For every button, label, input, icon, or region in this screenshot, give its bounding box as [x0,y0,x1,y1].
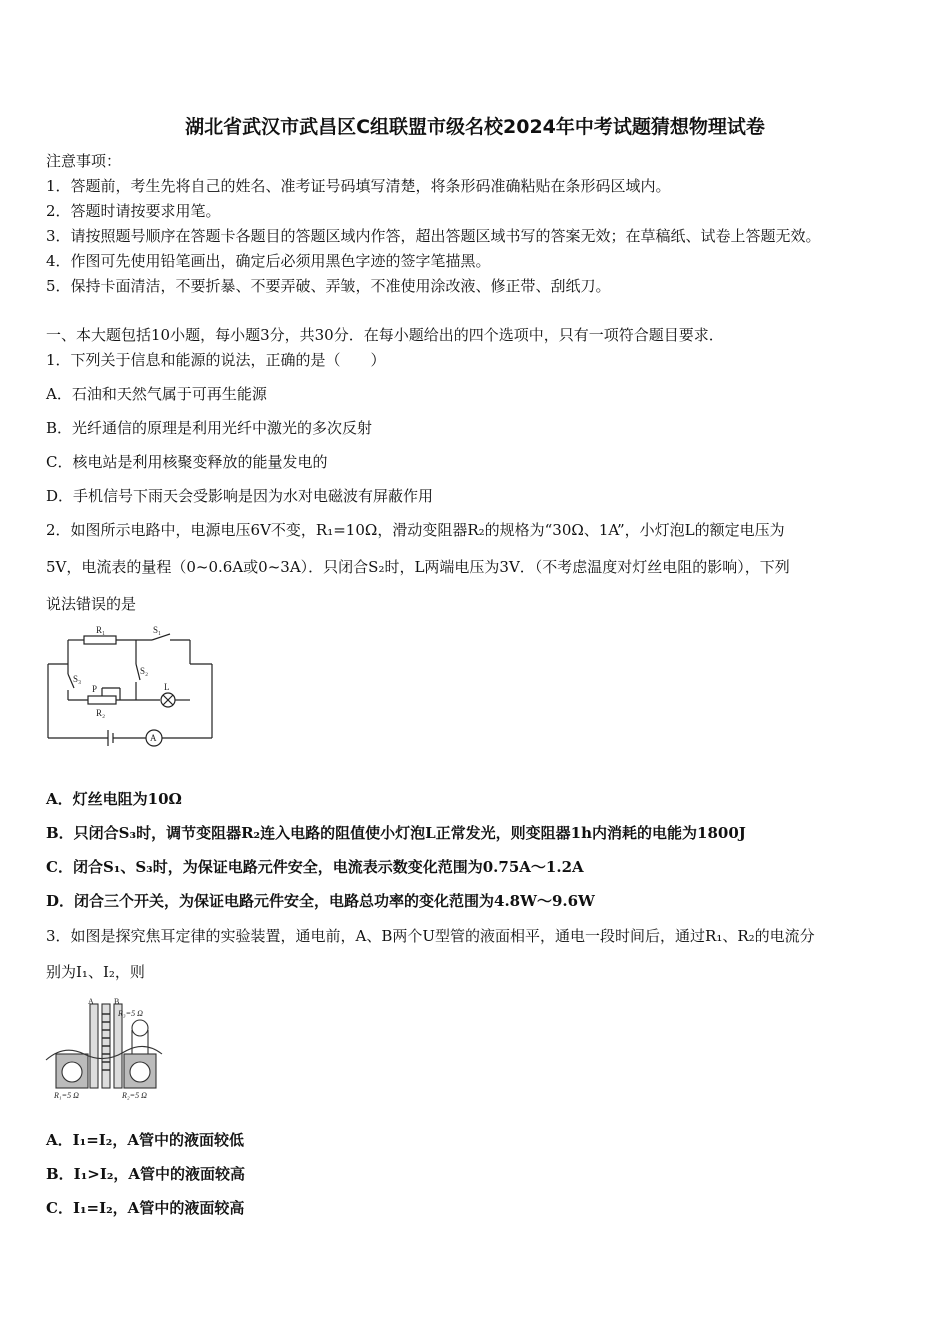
label-tube-b: B [114,997,120,1006]
q2-stem-line-2: 5V，电流表的量程（0~0.6A或0~3A）．只闭合S₂时，L两端电压为3V．（不考虑温度对灯丝电阻的影响），下列 [46,558,790,576]
label-r2: R₂=5 Ω [122,1091,147,1100]
resistor-r1 [84,636,116,644]
label-r2: R₂ [96,708,106,718]
q1-option-a: A．石油和天然气属于可再生能源 [46,385,267,403]
q2-option-a: A．灯丝电阻为10Ω [46,790,182,808]
notice-item-1: 1．答题前，考生先将自己的姓名、准考证号码填写清楚，将条形码准确粘贴在条形码区域内。 [46,177,671,195]
q2-stem-line-1: 2．如图所示电路中，电源电压6V不变，R₁=10Ω，滑动变阻器R₂的规格为“30Ω、1A”，小灯泡L的额定电压为 [46,521,785,539]
q3-option-b: B．I₁>I₂，A管中的液面较高 [46,1165,246,1183]
q2-option-b: B．只闭合S₃时，调节变阻器R₂连入电路的阻值使小灯泡L正常发光，则变阻器1h内消耗的电能为1800J [46,824,746,842]
u-tube-a [90,1004,98,1088]
q2-circuit-diagram [40,620,220,750]
section-1-heading: 一、本大题包括10小题，每小题3分，共30分．在每小题给出的四个选项中，只有一项符合题目要求． [46,326,724,344]
label-ammeter: A [150,733,157,743]
q2-option-d: D．闭合三个开关，为保证电路元件安全，电路总功率的变化范围为4.8W～9.6W [46,892,595,910]
label-l: L [164,682,170,692]
q3-stem-line-2: 别为I₁、I₂，则 [46,963,145,981]
q1-stem: 1．下列关于信息和能源的说法，正确的是（ ） [46,351,386,369]
q3-joule-apparatus-diagram [44,996,166,1106]
notice-item-3: 3．请按照题号顺序在答题卡各题目的答题区域内作答，超出答题区域书写的答案无效；在草稿纸、试卷上答题无效。 [46,227,821,245]
notice-item-2: 2．答题时请按要求用笔。 [46,202,221,220]
q1-option-d: D．手机信号下雨天会受影响是因为水对电磁波有屏蔽作用 [46,487,434,505]
label-r1: R₁ [96,625,106,635]
label-p: P [92,684,98,694]
label-s3: S₃ [73,674,82,684]
page-title: 湖北省武汉市武昌区C组联盟市级名校2024年中考试题猜想物理试卷 [185,116,765,138]
q3-option-c: C．I₁=I₂，A管中的液面较高 [46,1199,245,1217]
label-tube-a: A [88,997,94,1006]
label-s1: S₁ [153,625,162,635]
q2-option-c: C．闭合S₁、S₃时，为保证电路元件安全，电流表示数变化范围为0.75A～1.2A [46,858,584,876]
label-r1: R₁=5 Ω [54,1091,79,1100]
q1-option-b: B．光纤通信的原理是利用光纤中激光的多次反射 [46,419,373,437]
q3-stem-line-1: 3．如图是探究焦耳定律的实验装置，通电前，A、B两个U型管的液面相平，通电一段时间后，通过R₁、R₂的电流分 [46,927,815,945]
resistor-r3-coil [132,1020,148,1036]
notice-item-4: 4．作图可先使用铅笔画出，确定后必须用黑色字迹的签字笔描黑。 [46,252,491,270]
rheostat-r2 [88,696,116,704]
notice-item-5: 5．保持卡面清洁，不要折暴、不要弄破、弄皱，不准使用涂改液、修正带、刮纸刀。 [46,277,611,295]
q2-stem-line-3: 说法错误的是 [46,595,137,613]
label-r3: R₃=5 Ω [118,1009,143,1018]
q3-option-a: A．I₁=I₂，A管中的液面较低 [46,1131,245,1149]
notice-heading: 注意事项： [46,152,122,170]
q1-option-c: C．核电站是利用核聚变释放的能量发电的 [46,453,328,471]
label-s2: S₂ [140,666,149,676]
